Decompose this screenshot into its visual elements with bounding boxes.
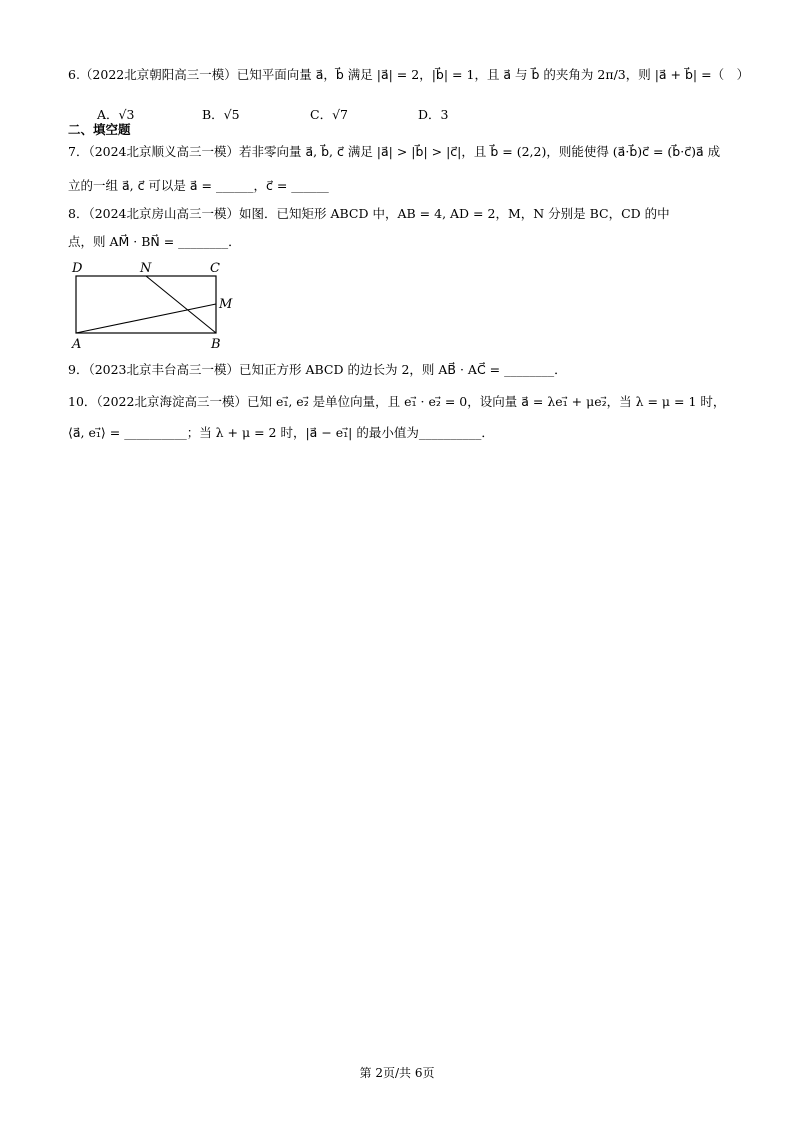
- label-a: A: [72, 337, 82, 350]
- question-7-line1: 7．（2024北京顺义高三一模）若非零向量 a⃗, b⃗, c⃗ 满足 |a⃗| > |b⃗| > |c⃗|，且 b⃗ = (2,2)，则能使得 (a⃗·b⃗)c⃗ = (b⃗·c⃗)a⃗ 成: [68, 144, 721, 159]
- q6-choice-a: A．√3: [97, 107, 135, 122]
- question-9-text: 9．（2023北京丰台高三一模）已知正方形 ABCD 的边长为 2，则 AB⃗ · AC⃗ = ________．: [68, 362, 567, 377]
- question-6-text: 6.（2022北京朝阳高三一模）已知平面向量 a⃗，b⃗ 满足 |a⃗| = 2，|b⃗| = 1，且 a⃗ 与 b⃗ 的夹角为 2π/3，则 |a⃗ + b⃗| =（ ）: [68, 67, 750, 82]
- question-7-line2: 立的一组 a⃗, c⃗ 可以是 a⃗ = ______，c⃗ = ______: [68, 178, 329, 193]
- q6-choice-b: B．√5: [202, 107, 240, 122]
- page-footer: 第 2页/共 6页: [359, 1066, 435, 1080]
- rectangle-figure: [64, 258, 244, 350]
- label-n: N: [140, 261, 152, 276]
- question-8-line1: 8．（2024北京房山高三一模）如图．已知矩形 ABCD 中，AB = 4, AD = 2，M，N 分别是 BC，CD 的中: [68, 206, 670, 221]
- section-title-fill-in: 二、填空题: [68, 122, 131, 137]
- q6-choice-d: D．3: [418, 107, 449, 122]
- label-c: C: [210, 261, 220, 276]
- rectangle-abcd: [76, 276, 216, 333]
- segment-bn: [146, 276, 216, 333]
- q6-choice-c: C．√7: [310, 107, 348, 122]
- segment-am: [76, 304, 216, 333]
- label-d: D: [72, 261, 83, 276]
- label-b: B: [211, 337, 221, 350]
- question-10-line1: 10．（2022北京海淀高三一模）已知 e₁⃗, e₂⃗ 是单位向量，且 e₁⃗ · e₂⃗ = 0，设向量 a⃗ = λe₁⃗ + μe₂⃗，当 λ = μ = 1 时，: [68, 394, 726, 409]
- label-m: M: [219, 297, 233, 312]
- question-10-line2: ⟨a⃗, e₁⃗⟩ = __________；当 λ + μ = 2 时，|a⃗ − e₁⃗| 的最小值为__________．: [68, 425, 494, 440]
- question-8-line2: 点，则 AM⃗ · BN⃗ = ________．: [68, 234, 241, 249]
